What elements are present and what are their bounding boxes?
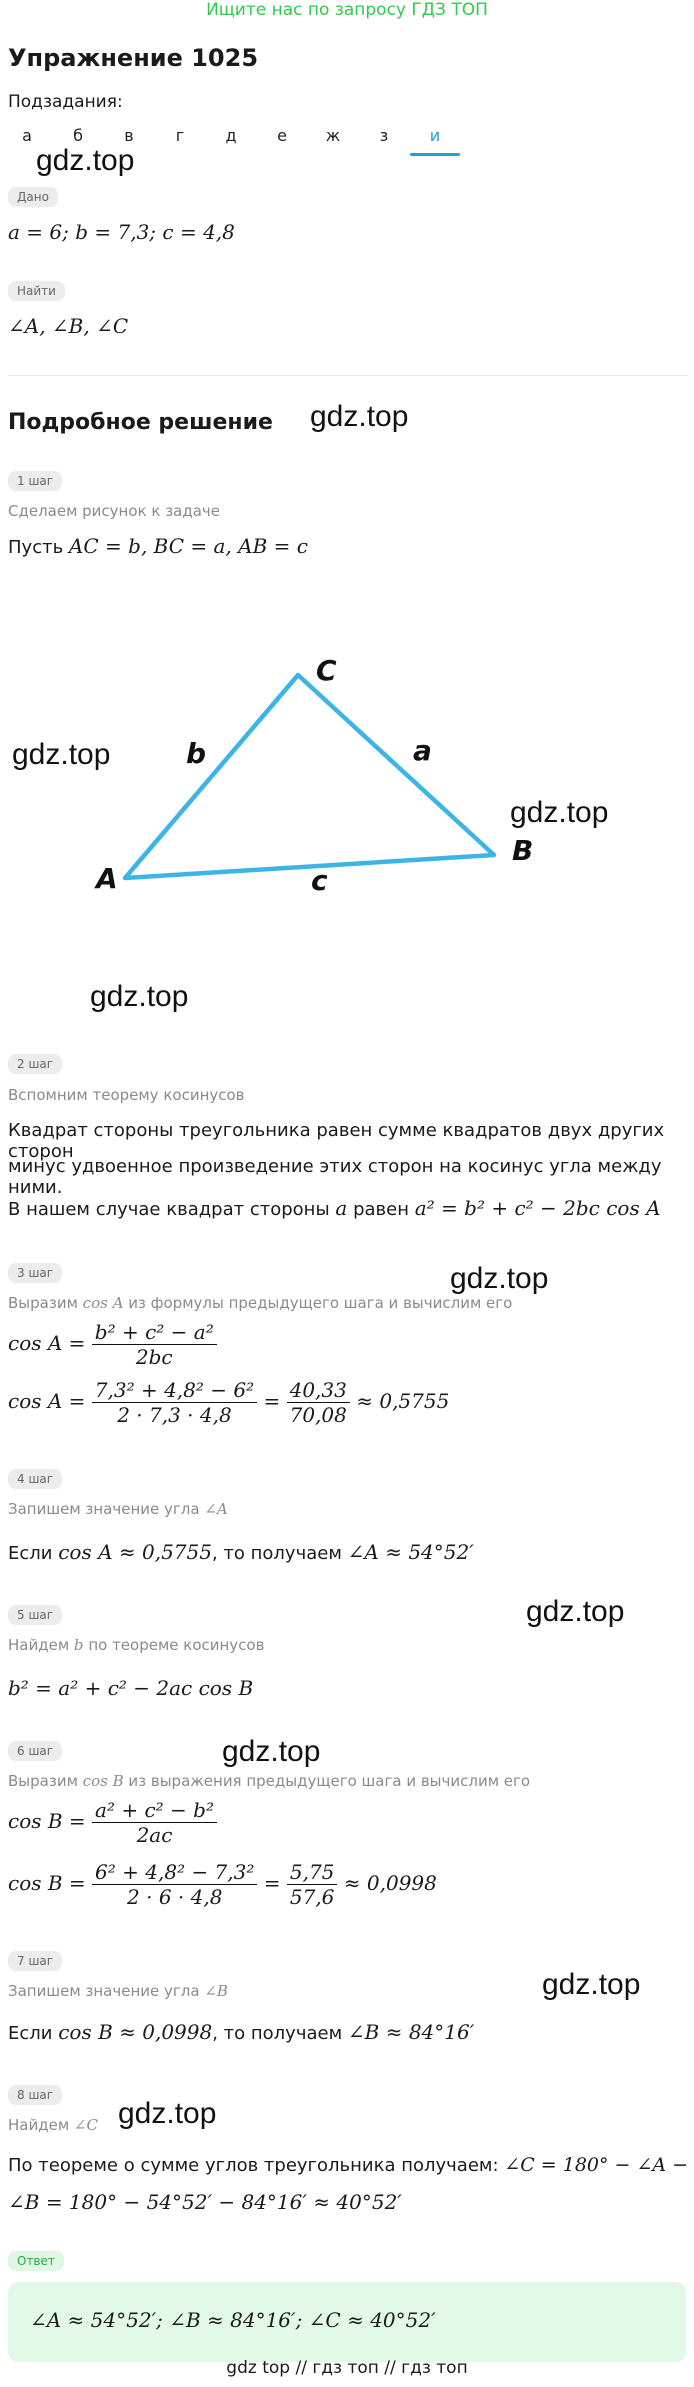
- cosine-law-a: a² = b² + c² − 2bc cos A: [414, 1196, 661, 1220]
- given-values: a = 6; b = 7,3; c = 4,8: [8, 220, 235, 244]
- watermark: gdz.top: [36, 144, 135, 177]
- watermark: gdz.top: [12, 738, 111, 771]
- step-5-caption: [8, 1636, 264, 1654]
- fraction: [287, 1860, 338, 1909]
- step-5-badge: 5 шаг: [8, 1605, 62, 1625]
- step-2-line-3-mid: равен: [353, 1199, 409, 1220]
- step-8-expr-1: ∠C = 180° − ∠A −: [504, 2154, 689, 2176]
- side-c-label: c: [311, 864, 328, 897]
- step-1-text: [8, 534, 308, 558]
- watermark: gdz.top: [450, 1262, 549, 1295]
- step-7-caption-prefix: Запишем значение угла: [8, 1982, 200, 2000]
- watermark: gdz.top: [118, 2097, 217, 2130]
- side-b-label: b: [186, 737, 207, 770]
- step-1-text-prefix: Пусть: [8, 537, 64, 558]
- step-6-caption-var: cos B: [82, 1772, 124, 1790]
- triangle-figure: [0, 610, 694, 910]
- watermark: gdz.top: [510, 796, 609, 829]
- page-title: Упражнение 1025: [8, 44, 259, 72]
- step-3-badge: 3 шаг: [8, 1263, 62, 1283]
- cos-a-calculation: [8, 1378, 449, 1427]
- tab-v[interactable]: в: [124, 126, 134, 145]
- fraction-numerator: a² + c² − b²: [92, 1798, 217, 1823]
- tab-i[interactable]: и: [429, 126, 441, 145]
- search-hint-link[interactable]: Ищите нас по запросу ГДЗ ТОП: [206, 0, 488, 20]
- fraction-denominator: 2 · 6 · 4,8: [127, 1885, 223, 1909]
- solution-heading: Подробное решение: [8, 410, 273, 435]
- tab-e[interactable]: е: [277, 126, 287, 145]
- step-1-expr: AC = b, BC = a, AB = c: [68, 534, 308, 558]
- step-5-caption-suffix: по теореме косинусов: [88, 1636, 265, 1654]
- subtasks-label: Подзадания:: [8, 92, 123, 112]
- step-2-line-3-var: a: [335, 1196, 348, 1220]
- step-3-caption-suffix: из формулы предыдущего шага и вычислим его: [128, 1294, 513, 1312]
- step-2-line-2: минус удвоенное произведение этих сторон на косинус угла между ними.: [8, 1156, 662, 1198]
- cos-b-calculation: [8, 1860, 437, 1909]
- step-8-badge: 8 шаг: [8, 2085, 62, 2105]
- cosine-law-b: b² = a² + c² − 2ac cos B: [8, 1676, 254, 1700]
- formula-lhs: cos A =: [8, 1331, 86, 1355]
- answer-value: ∠A ≈ 54°52′; ∠B ≈ 84°16′; ∠C ≈ 40°52′: [30, 2308, 436, 2332]
- step-4-text: [8, 1540, 474, 1564]
- step-5-caption-var: b: [73, 1636, 84, 1654]
- fraction-numerator: 7,3² + 4,8² − 6²: [92, 1378, 257, 1403]
- watermark: gdz.top: [310, 400, 409, 433]
- step-8-text-line-1: [8, 2154, 688, 2176]
- fraction-denominator: 2ac: [136, 1823, 173, 1847]
- fraction-numerator: 40,33: [287, 1378, 350, 1403]
- step-3-caption-prefix: Выразим: [8, 1294, 78, 1312]
- watermark: gdz.top: [222, 1735, 321, 1768]
- step-3-caption-var: cos A: [82, 1294, 124, 1312]
- equals-sign: =: [263, 1871, 281, 1895]
- step-6-caption: [8, 1772, 530, 1790]
- cos-a-formula: [8, 1320, 217, 1369]
- step-7-text: [8, 2020, 474, 2044]
- fraction-denominator: 2 · 7,3 · 4,8: [117, 1403, 232, 1427]
- step-2-line-1: Квадрат стороны треугольника равен сумме квадратов двух других сторон: [8, 1120, 665, 1162]
- formula-result: ≈ 0,0998: [343, 1871, 437, 1895]
- fraction-numerator: b² + c² − a²: [92, 1320, 217, 1345]
- step-5-caption-prefix: Найдем: [8, 1636, 70, 1654]
- step-8-caption: [8, 2116, 98, 2134]
- tab-d[interactable]: д: [225, 126, 237, 145]
- cos-b-formula: [8, 1798, 217, 1847]
- fraction: [92, 1860, 257, 1909]
- fraction: [92, 1798, 217, 1847]
- step-2-badge: 2 шаг: [8, 1054, 62, 1074]
- fraction-denominator: 57,6: [289, 1885, 335, 1909]
- step-7-caption-var: ∠B: [204, 1982, 228, 2000]
- fraction-numerator: 5,75: [287, 1860, 338, 1885]
- watermark: gdz.top: [90, 980, 189, 1013]
- fraction-denominator: 70,08: [289, 1403, 347, 1427]
- fraction-numerator: 6² + 4,8² − 7,3²: [92, 1860, 257, 1885]
- formula-lhs: cos B =: [8, 1871, 86, 1895]
- fraction-denominator: 2bc: [135, 1345, 173, 1369]
- step-8-caption-var: ∠C: [73, 2116, 98, 2134]
- watermark: gdz.top: [542, 1968, 641, 2001]
- side-a-label: a: [413, 734, 432, 767]
- step-4-expr-1: cos A ≈ 0,5755: [58, 1540, 212, 1564]
- step-1-caption: Сделаем рисунок к задаче: [8, 502, 221, 520]
- step-2-line-3: [8, 1196, 661, 1220]
- formula-lhs: cos A =: [8, 1389, 86, 1413]
- triangle-shape: [125, 675, 494, 878]
- step-4-caption: [8, 1500, 228, 1518]
- answer-box: [8, 2282, 686, 2362]
- step-1-badge: 1 шаг: [8, 471, 62, 491]
- formula-result: ≈ 0,5755: [356, 1389, 450, 1413]
- step-4-caption-prefix: Запишем значение угла: [8, 1500, 200, 1518]
- find-badge: Найти: [8, 281, 65, 301]
- section-divider: [8, 375, 688, 376]
- fraction: [287, 1378, 350, 1427]
- formula-lhs: cos B =: [8, 1809, 86, 1833]
- step-4-text-prefix: Если: [8, 1543, 53, 1564]
- step-6-badge: 6 шаг: [8, 1741, 62, 1761]
- answer-badge: Ответ: [8, 2251, 64, 2271]
- step-7-text-prefix: Если: [8, 2023, 53, 2044]
- vertex-b-label: B: [512, 834, 534, 867]
- tab-g[interactable]: г: [175, 126, 185, 145]
- watermark: gdz.top: [526, 1595, 625, 1628]
- step-8-text-prefix: По теореме о сумме углов треугольника получаем:: [8, 2155, 499, 2176]
- angle-b-value: ∠B ≈ 84°16′: [347, 2020, 475, 2044]
- step-2-caption: Вспомним теорему косинусов: [8, 1086, 245, 1104]
- angle-c-value: ∠B = 180° − 54°52′ − 84°16′ ≈ 40°52′: [8, 2190, 402, 2214]
- tab-b[interactable]: б: [73, 126, 83, 145]
- step-6-caption-suffix: из выражения предыдущего шага и вычислим его: [128, 1772, 531, 1790]
- given-badge: Дано: [8, 187, 58, 207]
- step-6-caption-prefix: Выразим: [8, 1772, 78, 1790]
- step-7-expr-1: cos B ≈ 0,0998: [58, 2020, 213, 2044]
- step-7-caption: [8, 1982, 228, 2000]
- step-3-caption: [8, 1294, 512, 1312]
- fraction: [92, 1320, 217, 1369]
- step-4-text-mid: , то получаем: [211, 1543, 342, 1564]
- find-values: ∠A, ∠B, ∠C: [8, 314, 129, 338]
- active-tab-indicator: [410, 153, 460, 156]
- fraction: [92, 1378, 257, 1427]
- footer-links[interactable]: gdz top // гдз топ // гдз топ: [226, 2358, 468, 2378]
- step-7-badge: 7 шаг: [8, 1951, 62, 1971]
- step-4-badge: 4 шаг: [8, 1469, 62, 1489]
- vertex-c-label: C: [316, 654, 337, 687]
- tab-z[interactable]: з: [379, 126, 389, 145]
- step-8-caption-prefix: Найдем: [8, 2116, 70, 2134]
- vertex-a-label: A: [96, 862, 118, 895]
- tab-a[interactable]: а: [22, 126, 32, 145]
- step-2-line-3-prefix: В нашем случае квадрат стороны: [8, 1199, 330, 1220]
- step-7-text-mid: , то получаем: [212, 2023, 343, 2044]
- equals-sign: =: [263, 1389, 281, 1413]
- tab-zh[interactable]: ж: [325, 126, 341, 145]
- step-4-caption-var: ∠A: [204, 1500, 228, 1518]
- angle-a-value: ∠A ≈ 54°52′: [347, 1540, 474, 1564]
